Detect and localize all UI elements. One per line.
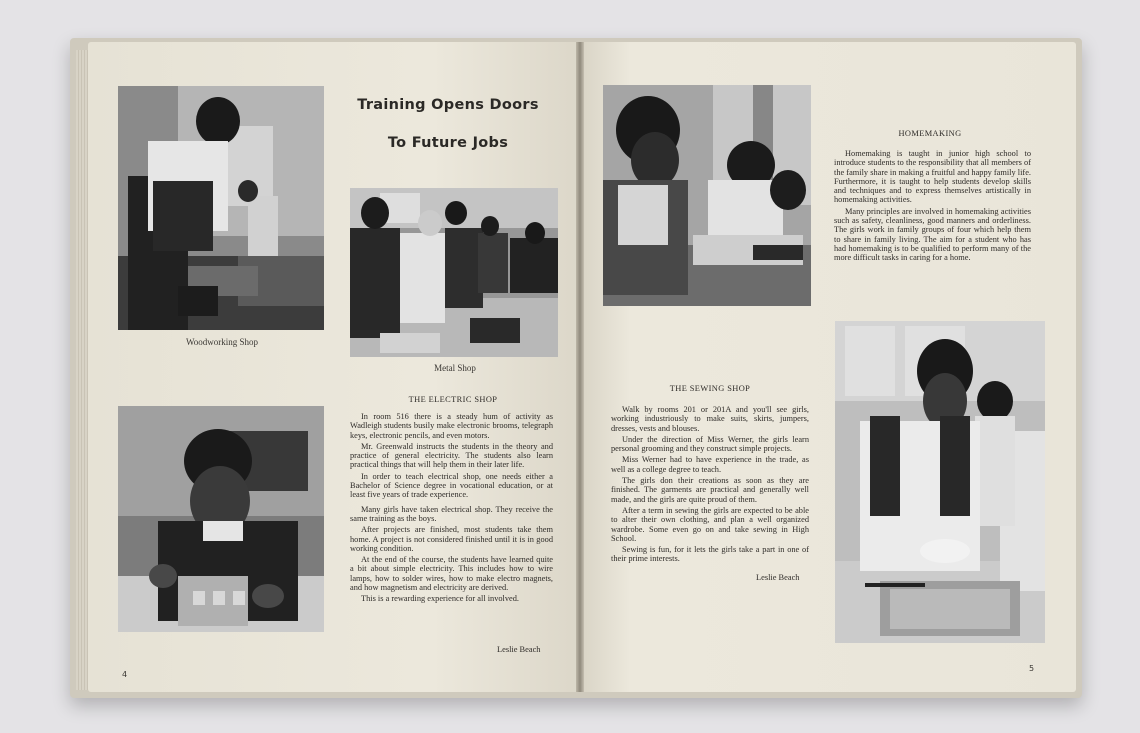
sewing-shop-heading: THE SEWING SHOP xyxy=(669,384,751,393)
book-spine xyxy=(576,42,584,692)
sewing-paragraph: The girls don their creations as soon as they are finished. The garments are practical and generally well made, and the girls are quite proud of them. xyxy=(611,476,809,504)
sewing-paragraph: Under the direction of Miss Werner, the girls learn personal grooming and they construct simple projects. xyxy=(611,434,809,454)
right-page-number: 5 xyxy=(1029,664,1035,673)
homemaking-photo xyxy=(835,321,1045,643)
sewing-paragraph: Miss Werner had to have experience in the trade, as well as a college degree to teach. xyxy=(611,455,809,474)
electric-paragraph: After projects are finished, most students take them home. A project is not considered finished until it is in good working condition. xyxy=(350,525,553,553)
electric-shop-photo xyxy=(118,406,324,632)
electric-signature: Leslie Beach xyxy=(497,645,541,654)
homemaking-paragraph: Many principles are involved in homemaking activities such as safety, cleanliness, good manners and orderliness. The girls work in family groups of four which help them to share in family living. The aim for a student who has had homemaking is to be qualified to perform many of the more difficult tasks in caring for a home. xyxy=(834,206,1031,263)
sewing-paragraph: Sewing is fun, for it lets the girls take a part in one of their prime interests. xyxy=(611,545,809,564)
homemaking-paragraph: Homemaking is taught in junior high school to introduce students to the responsibility that all members of the family share in making a fruitful and happy family life. Furthermore, it is taught to help students develop skills and techniques and to express themselves artistically in homemaking activities. xyxy=(834,149,1031,205)
page-edges xyxy=(76,50,88,690)
electric-shop-heading: THE ELECTRIC SHOP xyxy=(408,395,498,404)
sewing-paragraph: After a term in sewing the girls are expected to be able to alter their own clothing, and plan a well organized wardrobe. Some even go on and take sewing in High School. xyxy=(611,505,809,543)
electric-paragraph: This is a rewarding experience for all involved. xyxy=(361,594,520,604)
electric-paragraph: Mr. Greenwald instructs the students in the theory and practice of general electricity. The students also learn practical things that will help them in their later life. xyxy=(350,441,553,470)
sewing-shop-photo xyxy=(603,85,811,306)
woodworking-caption: Woodworking Shop xyxy=(185,337,259,347)
homemaking-heading: HOMEMAKING xyxy=(898,129,962,138)
electric-shop-article xyxy=(350,412,553,606)
article-title-line1: Training Opens Doors xyxy=(357,97,539,113)
electric-paragraph: In order to teach electrical shop, one needs either a Bachelor of Science degree in vocational education, or at least five years of trade experience. xyxy=(350,471,553,500)
sewing-shop-article xyxy=(611,405,809,566)
homemaking-article xyxy=(834,149,1031,265)
electric-paragraph: In room 516 there is a steady hum of activity as Wadleigh students busily make electronic brooms, telegraph keys, electronic pencils, and even motors. xyxy=(350,412,553,440)
sewing-signature: Leslie Beach xyxy=(756,573,800,582)
article-title-line2: To Future Jobs xyxy=(387,135,509,151)
metal-shop-photo xyxy=(350,188,558,357)
left-page-number: 4 xyxy=(122,670,128,679)
metal-shop-caption: Metal Shop xyxy=(434,363,476,373)
electric-paragraph: At the end of the course, the students have learned quite a bit about simple electricity. This includes how to wire lamps, how to solder wires, how to make electro magnets, and how magnetism and electricity are derived. xyxy=(350,555,553,593)
woodworking-shop-photo xyxy=(118,86,324,330)
sewing-paragraph: Walk by rooms 201 or 201A and you'll see girls, working industriously to make suits, skirts, jumpers, dresses, vests and blouses. xyxy=(611,405,809,433)
electric-paragraph: Many girls have taken electrical shop. They receive the same training as the boys. xyxy=(350,504,553,523)
